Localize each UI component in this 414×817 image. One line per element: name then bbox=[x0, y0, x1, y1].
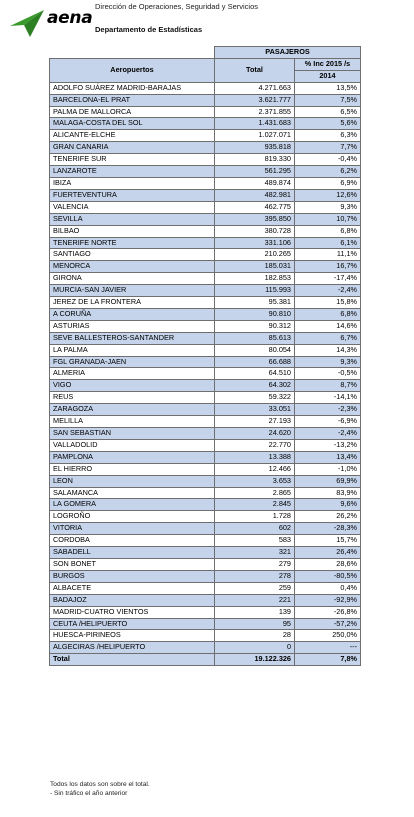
aena-logo-icon bbox=[8, 8, 48, 43]
passenger-total-cell: 90.312 bbox=[215, 320, 295, 332]
table-row bbox=[50, 142, 361, 154]
table-row bbox=[50, 582, 361, 594]
report-header bbox=[0, 0, 414, 44]
airport-name-cell: CORDOBA bbox=[50, 535, 215, 547]
percent-change-cell: 9,3% bbox=[295, 201, 361, 213]
airport-name-cell: TENERIFE NORTE bbox=[50, 237, 215, 249]
table-row bbox=[50, 368, 361, 380]
passenger-total-cell: 64.302 bbox=[215, 380, 295, 392]
airport-name-cell: PAMPLONA bbox=[50, 451, 215, 463]
table-row bbox=[50, 499, 361, 511]
percent-change-cell: 26,2% bbox=[295, 511, 361, 523]
percent-change-cell: 9,3% bbox=[295, 356, 361, 368]
table-row bbox=[50, 475, 361, 487]
percent-change-cell: 250,0% bbox=[295, 630, 361, 642]
airport-name-cell: MENORCA bbox=[50, 261, 215, 273]
percent-change-cell: 8,7% bbox=[295, 380, 361, 392]
table-row bbox=[50, 606, 361, 618]
airport-name-cell: ADOLFO SUÁREZ MADRID-BARAJAS bbox=[50, 82, 215, 94]
table-row bbox=[50, 558, 361, 570]
passenger-total-cell: 2.845 bbox=[215, 499, 295, 511]
percent-change-cell: -6,9% bbox=[295, 416, 361, 428]
airport-name-cell: ALGECIRAS /HELIPUERTO bbox=[50, 642, 215, 654]
passenger-total-cell: 1.027.071 bbox=[215, 130, 295, 142]
airport-name-cell: ALMERIA bbox=[50, 368, 215, 380]
footnote: - Sin tráfico el año anterior bbox=[50, 790, 128, 797]
percent-change-cell: -1,0% bbox=[295, 463, 361, 475]
airport-name-cell: SALAMANCA bbox=[50, 487, 215, 499]
percent-change-cell: -2,4% bbox=[295, 428, 361, 440]
table-row bbox=[50, 249, 361, 261]
airport-name-cell: JEREZ DE LA FRONTERA bbox=[50, 297, 215, 309]
passenger-total-cell: 139 bbox=[215, 606, 295, 618]
table-row bbox=[50, 392, 361, 404]
table-row bbox=[50, 201, 361, 213]
table-row bbox=[50, 511, 361, 523]
table-row bbox=[50, 404, 361, 416]
passenger-total-cell: 3.621.777 bbox=[215, 94, 295, 106]
table-row bbox=[50, 130, 361, 142]
passenger-total-cell: 182.853 bbox=[215, 273, 295, 285]
airport-name-cell: BARCELONA-EL PRAT bbox=[50, 94, 215, 106]
airport-name-cell: VALLADOLID bbox=[50, 439, 215, 451]
table-row bbox=[50, 618, 361, 630]
table-row bbox=[50, 189, 361, 201]
passenger-total-cell: 95.381 bbox=[215, 297, 295, 309]
passenger-table bbox=[49, 46, 361, 666]
passenger-total-cell: 561.295 bbox=[215, 166, 295, 178]
table-row bbox=[50, 523, 361, 535]
percent-change-cell: 14,3% bbox=[295, 344, 361, 356]
percent-change-cell: -26,8% bbox=[295, 606, 361, 618]
passenger-total-cell: 819.330 bbox=[215, 154, 295, 166]
airport-name-cell: GIRONA bbox=[50, 273, 215, 285]
airport-name-cell: ASTURIAS bbox=[50, 320, 215, 332]
percent-change-cell: 6,1% bbox=[295, 237, 361, 249]
table-row bbox=[50, 94, 361, 106]
percent-change-cell: -14,1% bbox=[295, 392, 361, 404]
passenger-total-cell: 90.810 bbox=[215, 308, 295, 320]
percent-change-cell: 6,8% bbox=[295, 225, 361, 237]
percent-change-cell: 15,8% bbox=[295, 297, 361, 309]
airport-name-cell: MALAGA-COSTA DEL SOL bbox=[50, 118, 215, 130]
department-name: Departamento de Estadísticas bbox=[95, 25, 203, 34]
passenger-total-cell: 13.388 bbox=[215, 451, 295, 463]
passenger-total-cell: 2.371.855 bbox=[215, 106, 295, 118]
airport-name-cell: BILBAO bbox=[50, 225, 215, 237]
table-row bbox=[50, 106, 361, 118]
total-row bbox=[50, 654, 361, 666]
airport-name-cell: ZARAGOZA bbox=[50, 404, 215, 416]
percent-change-cell: -2,3% bbox=[295, 404, 361, 416]
table-row bbox=[50, 594, 361, 606]
airport-name-cell: SEVILLA bbox=[50, 213, 215, 225]
airport-name-cell: A CORUÑA bbox=[50, 308, 215, 320]
table-row bbox=[50, 320, 361, 332]
percent-change-cell: 13,5% bbox=[295, 82, 361, 94]
airport-name-cell: VIGO bbox=[50, 380, 215, 392]
percent-change-cell: 15,7% bbox=[295, 535, 361, 547]
table-row bbox=[50, 261, 361, 273]
airport-name-cell: SABADELL bbox=[50, 547, 215, 559]
passenger-total-cell: 380.728 bbox=[215, 225, 295, 237]
percent-change-cell: 7,7% bbox=[295, 142, 361, 154]
passenger-total-cell: 2.865 bbox=[215, 487, 295, 499]
percent-change-cell: -80,5% bbox=[295, 570, 361, 582]
passenger-total-cell: 85.613 bbox=[215, 332, 295, 344]
table-row bbox=[50, 547, 361, 559]
airport-name-cell: SAN SEBASTIAN bbox=[50, 428, 215, 440]
table-row bbox=[50, 451, 361, 463]
table-row bbox=[50, 428, 361, 440]
percent-change-cell: 5,6% bbox=[295, 118, 361, 130]
airport-name-cell: BADAJOZ bbox=[50, 594, 215, 606]
passenger-total-cell: 28 bbox=[215, 630, 295, 642]
passenger-total-cell: 80.054 bbox=[215, 344, 295, 356]
table-row bbox=[50, 297, 361, 309]
airport-name-cell: MADRID-CUATRO VIENTOS bbox=[50, 606, 215, 618]
airport-name-cell: LANZAROTE bbox=[50, 166, 215, 178]
percent-change-cell: -13,2% bbox=[295, 439, 361, 451]
percent-change-cell: 6,9% bbox=[295, 177, 361, 189]
table-row bbox=[50, 356, 361, 368]
airport-name-cell: VALENCIA bbox=[50, 201, 215, 213]
airport-name-cell: LA GOMERA bbox=[50, 499, 215, 511]
total-pct: 7,8% bbox=[295, 654, 361, 666]
table-row bbox=[50, 237, 361, 249]
table-row bbox=[50, 166, 361, 178]
passenger-total-cell: 0 bbox=[215, 642, 295, 654]
table-row bbox=[50, 439, 361, 451]
table-row bbox=[50, 487, 361, 499]
percent-change-cell: -2,4% bbox=[295, 285, 361, 297]
passenger-total-cell: 279 bbox=[215, 558, 295, 570]
organization-name: Dirección de Operaciones, Seguridad y Servicios bbox=[95, 2, 258, 11]
passenger-total-cell: 64.510 bbox=[215, 368, 295, 380]
passenger-total-cell: 321 bbox=[215, 547, 295, 559]
percent-change-cell: 14,6% bbox=[295, 320, 361, 332]
airport-name-cell: MELILLA bbox=[50, 416, 215, 428]
airport-name-cell: VITORIA bbox=[50, 523, 215, 535]
airport-name-cell: CEUTA /HELIPUERTO bbox=[50, 618, 215, 630]
passenger-total-cell: 66.688 bbox=[215, 356, 295, 368]
percent-change-cell: --- bbox=[295, 642, 361, 654]
percent-change-cell: -57,2% bbox=[295, 618, 361, 630]
passenger-total-cell: 583 bbox=[215, 535, 295, 547]
passenger-total-cell: 602 bbox=[215, 523, 295, 535]
airport-name-cell: ALICANTE-ELCHE bbox=[50, 130, 215, 142]
passenger-total-cell: 33.051 bbox=[215, 404, 295, 416]
percent-change-cell: 6,2% bbox=[295, 166, 361, 178]
percent-change-cell: 9,6% bbox=[295, 499, 361, 511]
airport-name-cell: IBIZA bbox=[50, 177, 215, 189]
passenger-total-cell: 185.031 bbox=[215, 261, 295, 273]
passenger-total-cell: 115.993 bbox=[215, 285, 295, 297]
column-header-total: Total bbox=[215, 58, 295, 82]
airport-name-cell: LEON bbox=[50, 475, 215, 487]
table-row bbox=[50, 154, 361, 166]
percent-change-cell: 6,3% bbox=[295, 130, 361, 142]
table-row bbox=[50, 380, 361, 392]
footnotes bbox=[50, 780, 150, 798]
percent-change-cell: 0,4% bbox=[295, 582, 361, 594]
airport-name-cell: PALMA DE MALLORCA bbox=[50, 106, 215, 118]
passenger-total-cell: 59.322 bbox=[215, 392, 295, 404]
table-row bbox=[50, 463, 361, 475]
table-row bbox=[50, 344, 361, 356]
passenger-total-cell: 395.850 bbox=[215, 213, 295, 225]
footnote: Todos los datos son sobre el total. bbox=[50, 781, 150, 788]
table-row bbox=[50, 630, 361, 642]
percent-change-cell: 6,7% bbox=[295, 332, 361, 344]
airport-name-cell: FGL GRANADA-JAEN bbox=[50, 356, 215, 368]
table-row bbox=[50, 332, 361, 344]
airport-name-cell: SEVE BALLESTEROS-SANTANDER bbox=[50, 332, 215, 344]
passenger-total-cell: 27.193 bbox=[215, 416, 295, 428]
passenger-total-cell: 1.728 bbox=[215, 511, 295, 523]
table-row bbox=[50, 177, 361, 189]
airport-name-cell: BURGOS bbox=[50, 570, 215, 582]
table-row bbox=[50, 118, 361, 130]
percent-change-cell: 69,9% bbox=[295, 475, 361, 487]
percent-change-cell: 16,7% bbox=[295, 261, 361, 273]
header-blank-cell bbox=[50, 47, 215, 59]
percent-change-cell: 7,5% bbox=[295, 94, 361, 106]
table-row bbox=[50, 642, 361, 654]
passenger-total-cell: 482.981 bbox=[215, 189, 295, 201]
passenger-total-cell: 259 bbox=[215, 582, 295, 594]
table-row bbox=[50, 535, 361, 547]
table-body bbox=[50, 82, 361, 654]
passenger-total-cell: 221 bbox=[215, 594, 295, 606]
airport-name-cell: TENERIFE SUR bbox=[50, 154, 215, 166]
percent-change-cell: -28,3% bbox=[295, 523, 361, 535]
percent-change-cell: 83,9% bbox=[295, 487, 361, 499]
percent-change-cell: 6,8% bbox=[295, 308, 361, 320]
percent-change-cell: -17,4% bbox=[295, 273, 361, 285]
percent-change-cell: -0,4% bbox=[295, 154, 361, 166]
table-row bbox=[50, 225, 361, 237]
percent-change-cell: -0,5% bbox=[295, 368, 361, 380]
percent-change-cell: 12,6% bbox=[295, 189, 361, 201]
passenger-total-cell: 24.620 bbox=[215, 428, 295, 440]
passenger-total-cell: 12.466 bbox=[215, 463, 295, 475]
passenger-total-cell: 278 bbox=[215, 570, 295, 582]
table-row bbox=[50, 308, 361, 320]
passenger-total-cell: 3.653 bbox=[215, 475, 295, 487]
total-value: 19.122.326 bbox=[215, 654, 295, 666]
column-header-pct: % Inc 2015 /s bbox=[295, 58, 361, 70]
table-row bbox=[50, 416, 361, 428]
percent-change-cell: 13,4% bbox=[295, 451, 361, 463]
passenger-total-cell: 935.818 bbox=[215, 142, 295, 154]
airport-name-cell: SON BONET bbox=[50, 558, 215, 570]
table-row bbox=[50, 82, 361, 94]
passenger-total-cell: 1.431.683 bbox=[215, 118, 295, 130]
airport-name-cell: EL HIERRO bbox=[50, 463, 215, 475]
percent-change-cell: 11,1% bbox=[295, 249, 361, 261]
table-row bbox=[50, 213, 361, 225]
airport-name-cell: ALBACETE bbox=[50, 582, 215, 594]
percent-change-cell: 26,4% bbox=[295, 547, 361, 559]
table-row bbox=[50, 285, 361, 297]
passenger-total-cell: 95 bbox=[215, 618, 295, 630]
table-row bbox=[50, 570, 361, 582]
passenger-total-cell: 331.106 bbox=[215, 237, 295, 249]
airport-name-cell: FUERTEVENTURA bbox=[50, 189, 215, 201]
column-header-airports: Aeropuertos bbox=[50, 58, 215, 82]
airport-name-cell: REUS bbox=[50, 392, 215, 404]
total-label: Total bbox=[50, 654, 215, 666]
percent-change-cell: 28,6% bbox=[295, 558, 361, 570]
aena-logo-text: aena bbox=[47, 8, 93, 28]
passenger-total-cell: 210.265 bbox=[215, 249, 295, 261]
airport-name-cell: MURCIA-SAN JAVIER bbox=[50, 285, 215, 297]
percent-change-cell: 6,5% bbox=[295, 106, 361, 118]
percent-change-cell: 10,7% bbox=[295, 213, 361, 225]
airport-name-cell: LA PALMA bbox=[50, 344, 215, 356]
airport-name-cell: GRAN CANARIA bbox=[50, 142, 215, 154]
column-header-pct-year: 2014 bbox=[295, 70, 361, 82]
group-header-passengers: PASAJEROS bbox=[215, 47, 361, 59]
passenger-table-wrapper bbox=[49, 46, 361, 666]
airport-name-cell: SANTIAGO bbox=[50, 249, 215, 261]
passenger-total-cell: 462.775 bbox=[215, 201, 295, 213]
passenger-total-cell: 22.770 bbox=[215, 439, 295, 451]
airport-name-cell: HUESCA-PIRINEOS bbox=[50, 630, 215, 642]
passenger-total-cell: 489.874 bbox=[215, 177, 295, 189]
airport-name-cell: LOGROÑO bbox=[50, 511, 215, 523]
percent-change-cell: -92,9% bbox=[295, 594, 361, 606]
passenger-total-cell: 4.271.663 bbox=[215, 82, 295, 94]
table-row bbox=[50, 273, 361, 285]
